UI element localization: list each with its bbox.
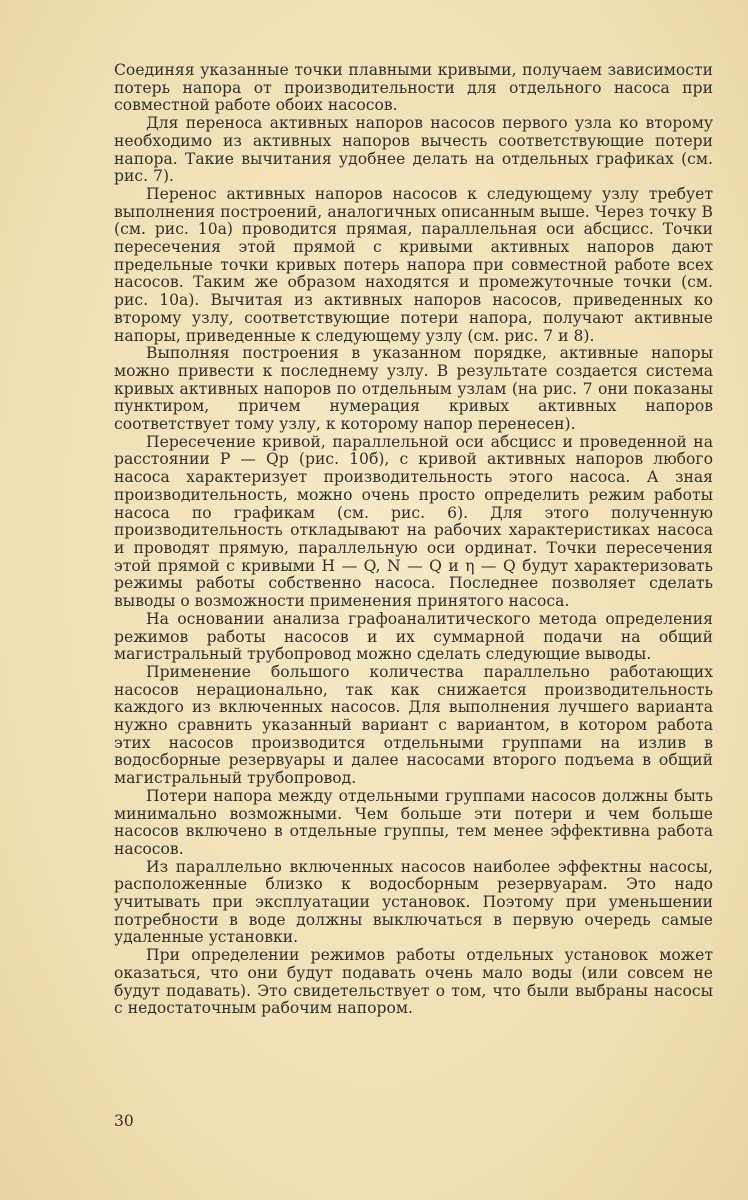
paragraph-3: Перенос активных напоров насосов к следующему узлу требует выполнения построений, аналогичных описанным выше. Через точку B (см. рис. 10a) проводится прямая, параллельная оси абсцисс. Точки пересечения этой прямой с кривыми активных напоров дают предельные точки кривых потерь напора при совместной работе всех насосов. Таким же образом находятся и промежуточные точки (см. рис. 10a). Вычитая из активных напоров насосов, приведенных ко второму узлу, соответствующие потери напора, получают активные напоры, приведенные к следующему узлу (см. рис. 7 и 8). [114, 184, 713, 345]
page-number: 30 [114, 1112, 134, 1130]
paragraph-10: При определении режимов работы отдельных установок может оказаться, что они будут подавать очень мало воды (или совсем не будут подавать). Это свидетельствует о том, что были выбраны насосы с недостаточным рабочим напором. [114, 946, 713, 1018]
paragraph-2: Для переноса активных напоров насосов первого узла ко второму необходимо из активных напоров вычесть соответствующие потери напора. Такие вычитания удобнее делать на отдельных графиках (см. рис. 7). [114, 114, 713, 186]
paragraph-6: На основании анализа графоаналитического метода определения режимов работы насосов и их суммарной подачи на общий магистральный трубопровод можно сделать следующие выводы. [114, 609, 713, 664]
paragraph-8: Потери напора между отдельными группами насосов должны быть минимально возможными. Чем больше эти потери и чем больше насосов включено в отдельные группы, тем менее эффективна работа насосов. [114, 786, 713, 858]
paragraph-9: Из параллельно включенных насосов наиболее эффектны насосы, расположенные близко к водосборным резервуарам. Это надо учитывать при эксплуатации установок. Поэтому при уменьшении потребности в воде должны выключаться в первую очередь самые удаленные установки. [114, 857, 713, 947]
paragraph-4: Выполняя построения в указанном порядке, активные напоры можно привести к последнему узлу. В результате создается система кривых активных напоров по отдельным узлам (на рис. 7 они показаны пунктиром, причем нумерация кривых активных напоров соответствует тому узлу, к которому напор перенесен). [114, 344, 713, 434]
paragraph-5: Пересечение кривой, параллельной оси абсцисс и проведенной на расстоянии P — Qр (рис. 10б), с кривой активных напоров любого насоса характеризует производительность этого насоса. А зная производительность, можно очень просто определить режим работы насоса по графикам (см. рис. 6). Для этого полученную производительность откладывают на рабочих характеристиках насоса и проводят прямую, параллельную оси ординат. Точки пересечения этой прямой с кривыми H — Q, N — Q и η — Q будут характеризовать режимы работы собственно насоса. Последнее позволяет сделать выводы о возможности применения принятого насоса. [114, 432, 713, 611]
paragraph-1: Соединяя указанные точки плавными кривыми, получаем зависимости потерь напора от производительности для отдельного насоса при совместной работе обоих насосов. [114, 61, 713, 115]
page-body [114, 62, 713, 1018]
paragraph-7: Применение большого количества параллельно работающих насосов нерационально, так как снижается производительность каждого из включенных насосов. Для выполнения лучшего варианта нужно сравнить указанный вариант с вариантом, в котором работа этих насосов производится отдельными группами на излив в водосборные резервуары и далее насосами второго подъема в общий магистральный трубопровод. [114, 662, 713, 788]
